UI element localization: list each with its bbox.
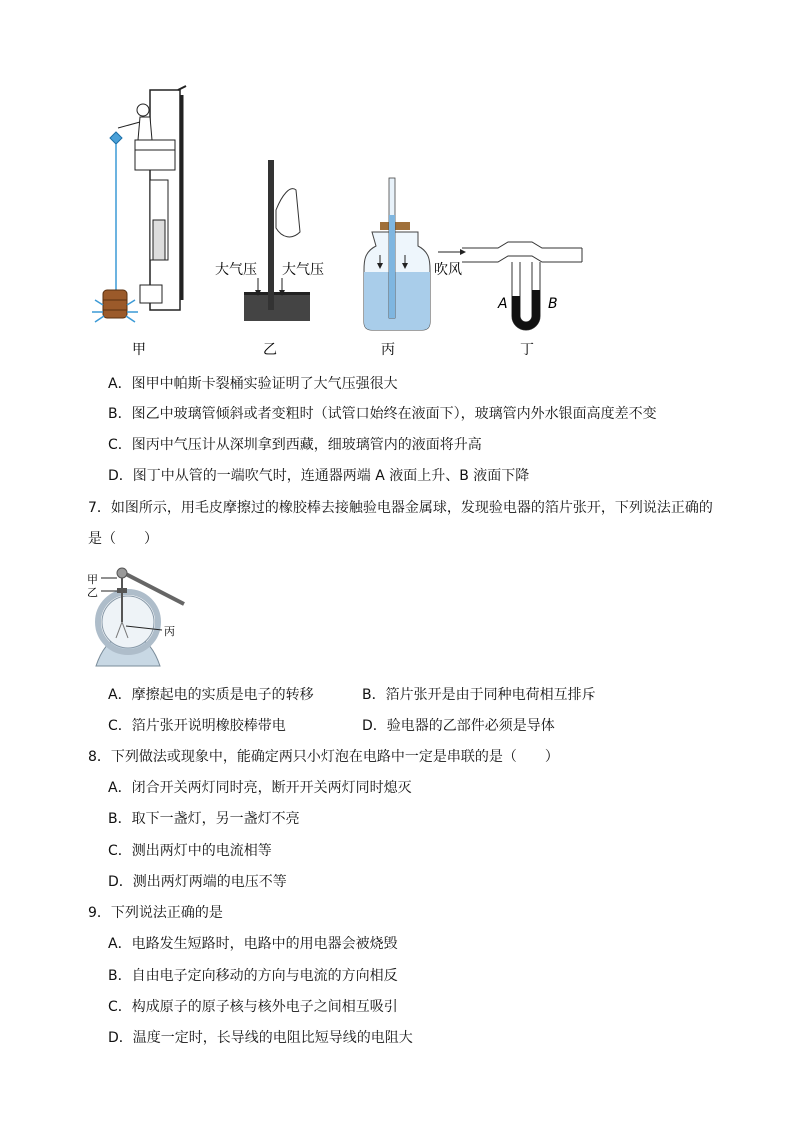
q6-figures	[0, 0, 794, 370]
fig-label-yi: 乙	[263, 342, 277, 358]
q7-stem-line1: 7．如图所示，用毛皮摩擦过的橡胶棒去接触验电器金属球，发现验电器的箔片张开，下列说法正确的	[88, 500, 713, 516]
q9-option-d: D．温度一定时，长导线的电阻比短导线的电阻大	[108, 1030, 413, 1046]
q8-option-d: D．测出两灯两端的电压不等	[108, 874, 287, 890]
q8-option-a: A．闭合开关两灯同时亮，断开开关两灯同时熄灭	[108, 780, 412, 796]
atm-label-left: 大气压	[215, 262, 257, 278]
figure-ding-u-tube	[438, 242, 582, 330]
q7-stem-line2: 是（ ）	[88, 531, 158, 547]
figure-jia-barrel-experiment	[92, 86, 186, 322]
point-b-label: B	[548, 296, 558, 312]
q7-fig-label-bing: 丙	[164, 625, 175, 638]
q6-option-a: A．图甲中帕斯卡裂桶实验证明了大气压强很大	[108, 376, 398, 392]
fig-label-jia: 甲	[132, 342, 146, 358]
q7-option-b: B．箔片张开是由于同种电荷相互排斥	[362, 687, 596, 703]
blow-label: 吹风	[434, 262, 462, 278]
q7-electroscope-figure	[84, 564, 204, 674]
atm-label-right: 大气压	[282, 262, 324, 278]
q7-option-d: D．验电器的乙部件必须是导体	[362, 718, 555, 734]
q6-option-d: D．图丁中从管的一端吹气时，连通器两端 A 液面上升、B 液面下降	[108, 468, 530, 484]
figure-bing-bottle-barometer	[364, 178, 430, 330]
q9-option-b: B．自由电子定向移动的方向与电流的方向相反	[108, 968, 398, 984]
point-a-label: A	[498, 296, 508, 312]
q8-stem: 8．下列做法或现象中，能确定两只小灯泡在电路中一定是串联的是（ ）	[88, 749, 559, 765]
q7-fig-label-jia: 甲	[87, 573, 98, 586]
q9-stem: 9．下列说法正确的是	[88, 905, 223, 921]
figure-yi-mercury-tube	[244, 160, 310, 321]
q7-option-a: A．摩擦起电的实质是电子的转移	[108, 687, 314, 703]
q6-option-b: B．图乙中玻璃管倾斜或者变粗时（试管口始终在液面下），玻璃管内外水银面高度差不变	[108, 406, 657, 422]
fig-label-ding: 丁	[520, 342, 534, 358]
fig-label-bing: 丙	[381, 342, 395, 358]
q6-option-c: C．图丙中气压计从深圳拿到西藏，细玻璃管内的液面将升高	[108, 437, 482, 453]
q8-option-c: C．测出两灯中的电流相等	[108, 843, 272, 859]
q8-option-b: B．取下一盏灯，另一盏灯不亮	[108, 811, 300, 827]
q9-option-c: C．构成原子的原子核与核外电子之间相互吸引	[108, 999, 398, 1015]
q7-fig-label-yi: 乙	[87, 586, 98, 599]
q9-option-a: A．电路发生短路时，电路中的用电器会被烧毁	[108, 936, 398, 952]
q7-option-c: C．箔片张开说明橡胶棒带电	[108, 718, 286, 734]
